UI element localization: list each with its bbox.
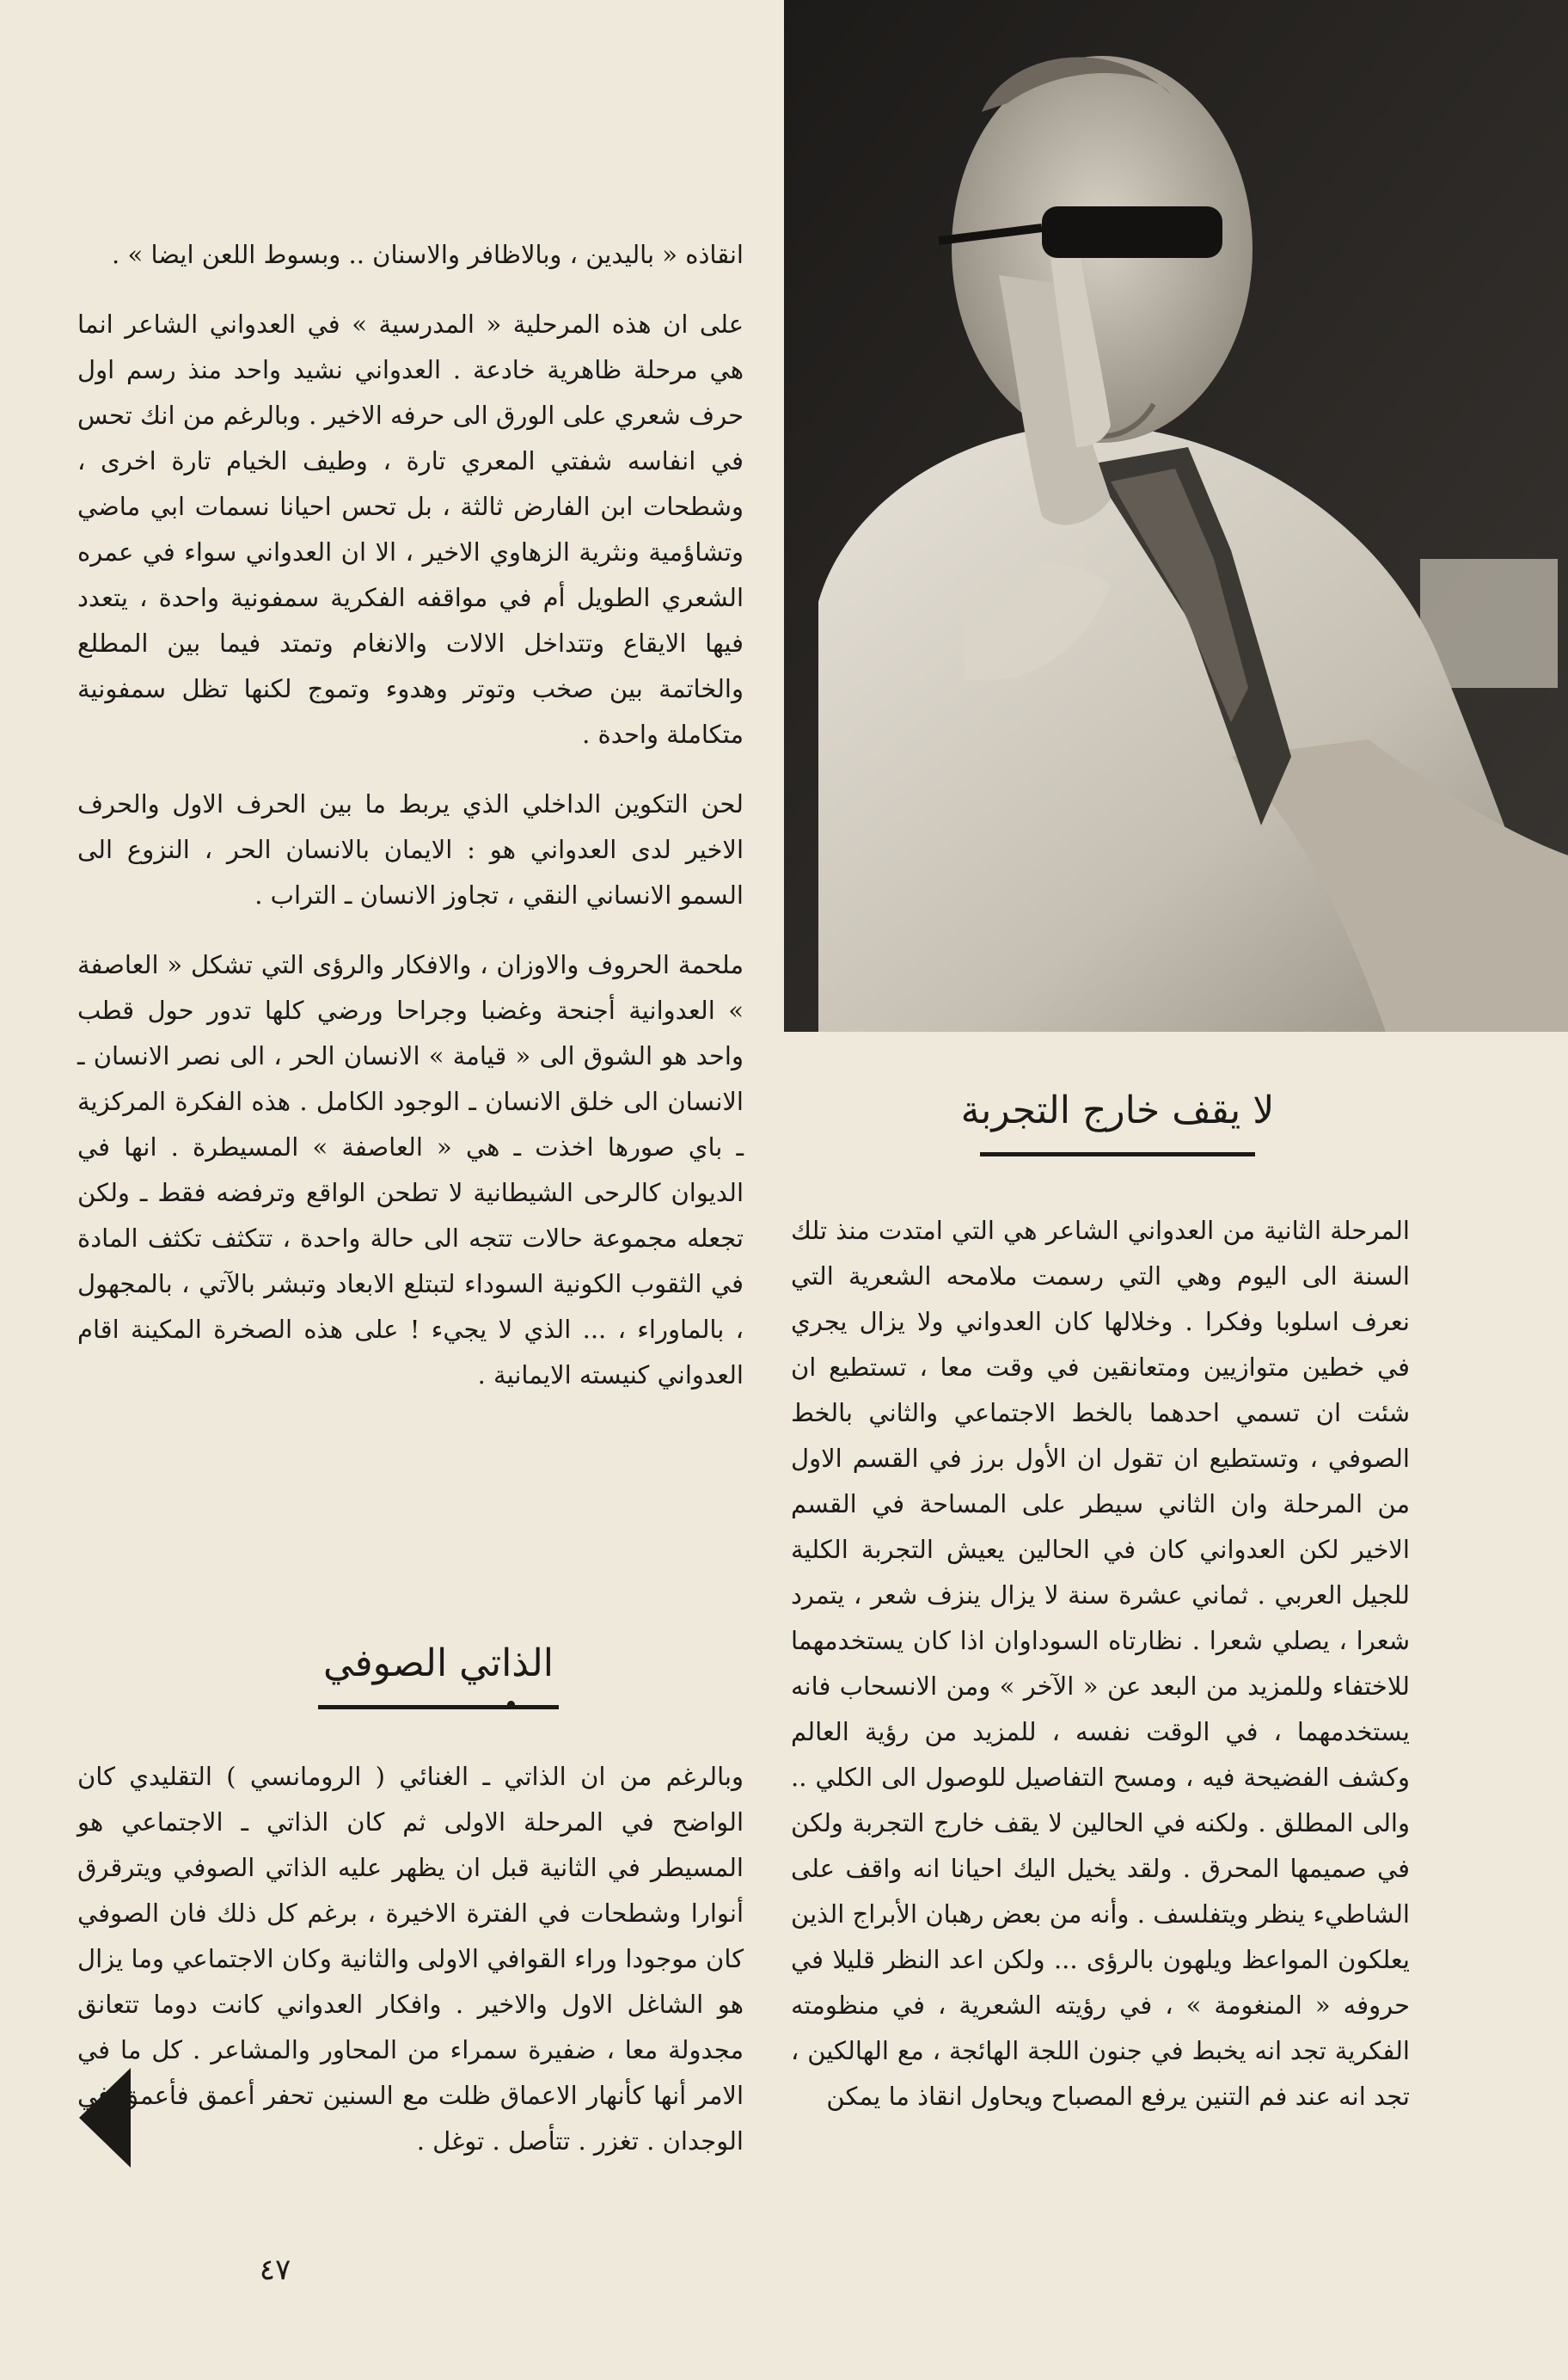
heading-text: الذاتي الصوفي (322, 1641, 554, 1685)
heading-text: لا يقف خارج التجربة (960, 1089, 1275, 1132)
portrait-photo (784, 0, 1568, 1032)
paragraph: المرحلة الثانية من العدواني الشاعر هي التي امتدت منذ تلك السنة الى اليوم وهي التي رسمت ملامحه الشعرية التي نعرف اسلوبا وفكرا . وخلالها كان العدواني ولا يزال يجري في خطين متوازيين ومتعانقين في وقت معا ، تستطيع ان شئت ان تسمي احدهما بالخط الاجتماعي والثاني بالخط الصوفي ، وتستطيع ان تقول ان الأول برز في القسم الاول من المرحلة وان الثاني سيطر على المساحة في القسم الاخير لكن العدواني كان في الحالين يعيش التجربة الكلية للجيل العربي . ثماني عشرة سنة لا يزال ينزف شعر ، يتمرد شعرا ، يصلي شعرا . نظارتاه السوداوان اذا كان يستخدمهما للاختفاء وللمزيد من البعد عن « الآخر » ومن الانسحاب فانه يستخدمهما ، في الوقت نفسه ، للمزيد من رؤية العالم وكشف الفضيحة فيه ، ومسح التفاصيل للوصول الى الكلي .. والى المطلق . ولكنه في الحالين لا يقف خارج التجربة ولكن في صميمها المحرق . ولقد يخيل اليك احيانا انه واقف على الشاطيء ينظر ويتفلسف . وأنه من بعض رهبان الأبراج الذين يعلكون المواعظ ويلهون بالرؤى ... ولكن اعد النظر قليلا في حروفه « المنغومة » ، في رؤيته الشعرية ، في منظومته الفكرية تجد انه يخبط في جنون اللجة الهائجة ، مع الهالكين ، تجد انه عند فم التنين يرفع المصباح ويحاول انقاذ ما يمكن (791, 1216, 1410, 2111)
paragraph: ملحمة الحروف والاوزان ، والافكار والرؤى التي تشكل « العاصفة » العدوانية أجنحة وغضبا وجراحا ورضي كلها تدور حول قطب واحد هو الشوق الى « قيامة » الانسان الحر ، الى نصر الانسان ـ الانسان الى خلق الانسان ـ الوجود الكامل . هذه الفكرة المركزية ـ باي صورها اخذت ـ هي « العاصفة » المسيطرة . انها في الديوان كالرحى الشيطانية لا تطحن الواقع وترفضه فقط ـ ولكن تجعله مجموعة حالات تتجه الى حالة واحدة ، تتكثف تكثف المادة في الثقوب الكونية السوداء لتبتلع الابعاد وتبشر بالآتي ، بالمجهول ، بالماوراء ، ... الذي لا يجيء ! على هذه الصخرة المكينة اقام العدواني كنيسته الايمانية . (77, 950, 744, 1389)
section-heading-experience (860, 1085, 1375, 1156)
left-column-upper (77, 232, 744, 1422)
paragraph: لحن التكوين الداخلي الذي يربط ما بين الحرف الاول والحرف الاخير لدى العدواني هو : الايمان بالانسان الحر ، النزوع الى السمو الانساني النقي ، تجاوز الانسان ـ التراب . (77, 789, 744, 910)
paragraph: على ان هذه المرحلية « المدرسية » في العدواني الشاعر انما هي مرحلة ظاهرية خادعة . العدواني نشيد واحد منذ رسم اول حرف شعري على الورق الى حرفه الاخير . وبالرغم من انك تحس في انفاسه شفتي المعري تارة ، وطيف الخيام تارة اخرى ، وشطحات ابن الفارض ثالثة ، بل تحس احيانا نسمات ابي ماضي وتشاؤمية ونثرية الزهاوي الاخير ، الا ان العدواني سواء في عمره الشعري الطويل أم في مواقفه الفكرية سمفونية واحدة ، يتعدد فيها الايقاع وتتداخل الالات والانغام وتمتد فيما بين المطلع والخاتمة بين صخب وتوتر وهدوء وتموج لكنها تظل سمفونية متكاملة واحدة . (77, 310, 744, 749)
right-column (791, 1208, 1410, 2144)
paragraph: انقاذه « باليدين ، وبالاظافر والاسنان .. وبسوط اللعن ايضا » . (112, 240, 744, 269)
decorative-dot (507, 1701, 515, 1708)
portrait-illustration (784, 0, 1568, 1032)
continue-arrow-icon (79, 2068, 131, 2168)
page-number: ٤٧ (259, 2253, 291, 2287)
section-heading-sufi (258, 1638, 619, 1709)
paragraph: وبالرغم من ان الذاتي ـ الغنائي ( الرومانسي ) التقليدي كان الواضح في المرحلة الاولى ثم كان الذاتي ـ الاجتماعي هو المسيطر في الثانية قبل ان يظهر عليه الذاتي الصوفي ويترقرق أنوارا وشطحات في الفترة الاخيرة ، برغم كل ذلك فان الصوفي كان موجودا وراء القوافي الاولى والثانية وكان الاجتماعي وما يزال هو الشاغل الاول والاخير . وافكار العدواني كانت دوما تتعانق مجدولة معا ، ضفيرة سمراء من المحاور والمشاعر . كل ما في الامر أنها كأنهار الاعماق ظلت مع السنين تحفر أعمق فأعمق في الوجدان . تغزر . تتأصل . توغل . (77, 1762, 744, 2156)
heading-underline (318, 1705, 559, 1709)
heading-underline (980, 1152, 1255, 1156)
left-column-lower (77, 1754, 744, 2188)
